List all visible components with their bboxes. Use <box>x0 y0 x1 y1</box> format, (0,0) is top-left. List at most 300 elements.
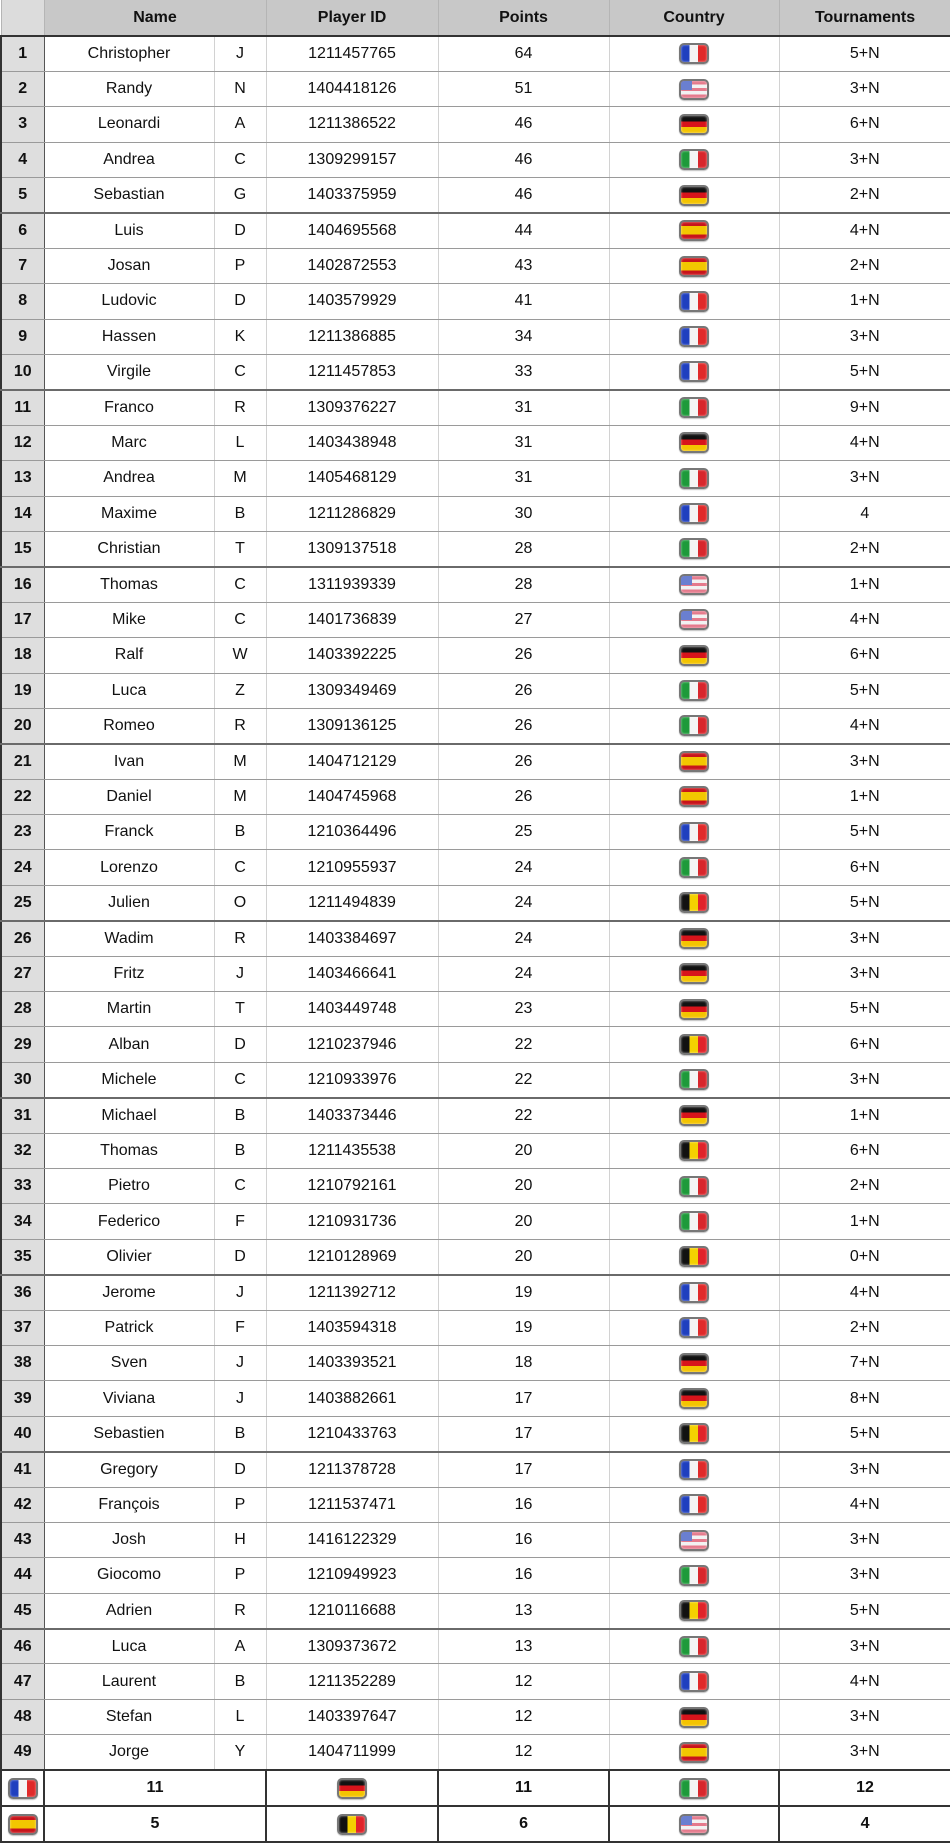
rank-cell: 8 <box>1 284 44 319</box>
summary-flag-cell <box>609 1770 779 1806</box>
table-row[interactable] <box>1 1345 950 1380</box>
rank-cell: 12 <box>1 425 44 460</box>
country-cell <box>609 178 779 213</box>
points-cell: 34 <box>438 319 609 354</box>
first-name-cell: Wadim <box>44 921 214 956</box>
table-row[interactable] <box>1 1735 950 1770</box>
initial-cell: D <box>214 1239 266 1274</box>
player-id-cell: 1405468129 <box>266 461 438 496</box>
rank-cell: 39 <box>1 1381 44 1416</box>
points-cell: 43 <box>438 248 609 283</box>
table-row[interactable] <box>1 1239 950 1274</box>
initial-cell: P <box>214 248 266 283</box>
points-cell: 23 <box>438 992 609 1027</box>
initial-cell: T <box>214 992 266 1027</box>
france-flag-icon <box>679 326 709 347</box>
first-name-cell: Luis <box>44 213 214 248</box>
first-name-cell: Franck <box>44 815 214 850</box>
initial-cell: C <box>214 567 266 602</box>
initial-cell: B <box>214 496 266 531</box>
player-id-cell: 1210116688 <box>266 1593 438 1628</box>
table-row[interactable] <box>1 850 950 885</box>
points-cell: 22 <box>438 1027 609 1062</box>
initial-cell: Y <box>214 1735 266 1770</box>
rank-cell: 35 <box>1 1239 44 1274</box>
country-cell <box>609 1416 779 1451</box>
points-cell: 20 <box>438 1133 609 1168</box>
initial-cell: F <box>214 1204 266 1239</box>
table-row[interactable] <box>1 284 950 319</box>
first-name-cell: Randy <box>44 71 214 106</box>
country-cell <box>609 1735 779 1770</box>
initial-cell: D <box>214 1452 266 1487</box>
player-id-cell: 1210955937 <box>266 850 438 885</box>
summary-flag-cell <box>266 1806 438 1842</box>
initial-cell: B <box>214 815 266 850</box>
country-cell <box>609 496 779 531</box>
rank-cell: 40 <box>1 1416 44 1451</box>
table-row[interactable] <box>1 355 950 390</box>
player-id-cell: 1309376227 <box>266 390 438 425</box>
table-row[interactable] <box>1 425 950 460</box>
rank-cell: 43 <box>1 1522 44 1557</box>
germany-flag-icon <box>679 645 709 666</box>
initial-cell: D <box>214 213 266 248</box>
country-cell <box>609 1275 779 1310</box>
initial-cell: D <box>214 1027 266 1062</box>
tournaments-cell: 2+N <box>779 531 950 566</box>
first-name-cell: Lorenzo <box>44 850 214 885</box>
first-name-cell: Maxime <box>44 496 214 531</box>
points-cell: 28 <box>438 531 609 566</box>
first-name-cell: Michele <box>44 1062 214 1097</box>
table-row[interactable] <box>1 1133 950 1168</box>
points-cell: 19 <box>438 1275 609 1310</box>
france-flag-icon <box>679 503 709 524</box>
points-cell: 16 <box>438 1522 609 1557</box>
player-id-cell: 1211378728 <box>266 1452 438 1487</box>
player-id-cell: 1404712129 <box>266 744 438 779</box>
points-cell: 24 <box>438 885 609 920</box>
initial-cell: C <box>214 1169 266 1204</box>
first-name-cell: Mike <box>44 602 214 637</box>
player-id-cell: 1401736839 <box>266 602 438 637</box>
table-row[interactable] <box>1 1098 950 1133</box>
country-cell <box>609 107 779 142</box>
table-row[interactable] <box>1 36 950 71</box>
table-row[interactable] <box>1 744 950 779</box>
header-name[interactable]: Name <box>44 0 266 36</box>
country-cell <box>609 1629 779 1664</box>
player-id-cell: 1211457765 <box>266 36 438 71</box>
tournaments-cell: 4+N <box>779 1275 950 1310</box>
table-row[interactable] <box>1 178 950 213</box>
table-row[interactable] <box>1 1487 950 1522</box>
initial-cell: R <box>214 921 266 956</box>
rank-cell: 22 <box>1 779 44 814</box>
points-cell: 44 <box>438 213 609 248</box>
summary-flag-cell <box>266 1770 438 1806</box>
first-name-cell: Michael <box>44 1098 214 1133</box>
points-cell: 64 <box>438 36 609 71</box>
table-row[interactable] <box>1 496 950 531</box>
tournaments-cell: 2+N <box>779 1169 950 1204</box>
initial-cell: J <box>214 1381 266 1416</box>
france-flag-icon <box>679 1317 709 1338</box>
player-id-cell: 1403466641 <box>266 956 438 991</box>
first-name-cell: Josan <box>44 248 214 283</box>
spain-flag-icon <box>679 256 709 277</box>
table-row[interactable] <box>1 142 950 177</box>
initial-cell: W <box>214 638 266 673</box>
table-row[interactable] <box>1 673 950 708</box>
initial-cell: R <box>214 1593 266 1628</box>
france-flag-icon <box>679 1459 709 1480</box>
first-name-cell: Luca <box>44 673 214 708</box>
points-cell: 22 <box>438 1062 609 1097</box>
table-row[interactable] <box>1 1452 950 1487</box>
belgium-flag-icon <box>679 1246 709 1267</box>
points-cell: 20 <box>438 1204 609 1239</box>
players-body <box>1 36 950 1770</box>
rank-cell: 21 <box>1 744 44 779</box>
germany-flag-icon <box>679 185 709 206</box>
rank-cell: 24 <box>1 850 44 885</box>
rank-cell: 15 <box>1 531 44 566</box>
initial-cell: B <box>214 1098 266 1133</box>
first-name-cell: Martin <box>44 992 214 1027</box>
table-row[interactable] <box>1 1169 950 1204</box>
tournaments-cell: 5+N <box>779 815 950 850</box>
first-name-cell: Patrick <box>44 1310 214 1345</box>
points-cell: 41 <box>438 284 609 319</box>
player-id-cell: 1403392225 <box>266 638 438 673</box>
table-row[interactable] <box>1 1416 950 1451</box>
table-row[interactable] <box>1 885 950 920</box>
initial-cell: J <box>214 36 266 71</box>
initial-cell: P <box>214 1558 266 1593</box>
player-id-cell: 1403882661 <box>266 1381 438 1416</box>
rank-cell: 29 <box>1 1027 44 1062</box>
table-row[interactable] <box>1 461 950 496</box>
first-name-cell: François <box>44 1487 214 1522</box>
table-row[interactable] <box>1 921 950 956</box>
country-cell <box>609 921 779 956</box>
points-cell: 26 <box>438 638 609 673</box>
initial-cell: A <box>214 107 266 142</box>
rank-cell: 28 <box>1 992 44 1027</box>
country-cell <box>609 1558 779 1593</box>
table-row[interactable] <box>1 1664 950 1699</box>
italy-flag-icon <box>679 397 709 418</box>
points-cell: 26 <box>438 744 609 779</box>
initial-cell: C <box>214 1062 266 1097</box>
country-cell <box>609 1522 779 1557</box>
country-cell <box>609 779 779 814</box>
points-cell: 20 <box>438 1169 609 1204</box>
points-cell: 46 <box>438 178 609 213</box>
rank-cell: 10 <box>1 355 44 390</box>
player-id-cell: 1210931736 <box>266 1204 438 1239</box>
rank-cell: 7 <box>1 248 44 283</box>
table-row[interactable] <box>1 248 950 283</box>
tournaments-cell: 5+N <box>779 1416 950 1451</box>
italy-flag-icon <box>679 1069 709 1090</box>
points-cell: 12 <box>438 1735 609 1770</box>
table-row[interactable] <box>1 708 950 743</box>
points-cell: 22 <box>438 1098 609 1133</box>
points-cell: 16 <box>438 1558 609 1593</box>
table-row[interactable] <box>1 71 950 106</box>
first-name-cell: Marc <box>44 425 214 460</box>
tournaments-cell: 3+N <box>779 142 950 177</box>
tournaments-cell: 4+N <box>779 213 950 248</box>
country-cell <box>609 1062 779 1097</box>
header-tournaments[interactable]: Tournaments <box>779 0 950 36</box>
italy-flag-icon <box>679 1636 709 1657</box>
player-id-cell: 1211457853 <box>266 355 438 390</box>
table-row[interactable] <box>1 107 950 142</box>
points-cell: 18 <box>438 1345 609 1380</box>
country-cell <box>609 602 779 637</box>
country-cell <box>609 390 779 425</box>
table-row[interactable] <box>1 638 950 673</box>
first-name-cell: Fritz <box>44 956 214 991</box>
table-row[interactable] <box>1 1629 950 1664</box>
table-row[interactable] <box>1 319 950 354</box>
germany-flag-icon <box>679 963 709 984</box>
country-cell <box>609 319 779 354</box>
country-cell <box>609 815 779 850</box>
belgium-flag-icon <box>337 1814 367 1835</box>
first-name-cell: Franco <box>44 390 214 425</box>
header-points[interactable]: Points <box>438 0 609 36</box>
summary-row <box>1 1806 950 1842</box>
country-cell <box>609 1345 779 1380</box>
initial-cell: D <box>214 284 266 319</box>
summary-flag-cell <box>1 1806 44 1842</box>
initial-cell: C <box>214 850 266 885</box>
initial-cell: C <box>214 602 266 637</box>
tournaments-cell: 3+N <box>779 1629 950 1664</box>
initial-cell: B <box>214 1416 266 1451</box>
player-id-cell: 1210949923 <box>266 1558 438 1593</box>
points-cell: 24 <box>438 921 609 956</box>
table-row[interactable] <box>1 1522 950 1557</box>
country-cell <box>609 213 779 248</box>
tournaments-cell: 3+N <box>779 921 950 956</box>
rank-cell: 37 <box>1 1310 44 1345</box>
germany-flag-icon <box>679 1105 709 1126</box>
table-row[interactable] <box>1 1027 950 1062</box>
rank-cell: 38 <box>1 1345 44 1380</box>
table-row[interactable] <box>1 956 950 991</box>
first-name-cell: Christian <box>44 531 214 566</box>
player-id-cell: 1403579929 <box>266 284 438 319</box>
table-row[interactable] <box>1 531 950 566</box>
table-row[interactable] <box>1 1381 950 1416</box>
table-row[interactable] <box>1 1558 950 1593</box>
first-name-cell: Sebastien <box>44 1416 214 1451</box>
rank-cell: 9 <box>1 319 44 354</box>
first-name-cell: Romeo <box>44 708 214 743</box>
summary-count: 11 <box>438 1770 609 1806</box>
rank-cell: 5 <box>1 178 44 213</box>
rank-cell: 47 <box>1 1664 44 1699</box>
country-cell <box>609 1381 779 1416</box>
table-row[interactable] <box>1 815 950 850</box>
rank-cell: 11 <box>1 390 44 425</box>
summary-row <box>1 1770 950 1806</box>
header-player-id[interactable]: Player ID <box>266 0 438 36</box>
germany-flag-icon <box>679 999 709 1020</box>
initial-cell: M <box>214 779 266 814</box>
table-row[interactable] <box>1 1699 950 1734</box>
rank-cell: 36 <box>1 1275 44 1310</box>
initial-cell: A <box>214 1629 266 1664</box>
points-cell: 46 <box>438 107 609 142</box>
initial-cell: J <box>214 1275 266 1310</box>
rank-cell: 23 <box>1 815 44 850</box>
belgium-flag-icon <box>679 1600 709 1621</box>
italy-flag-icon <box>679 468 709 489</box>
table-row[interactable] <box>1 213 950 248</box>
usa-flag-icon <box>679 1814 709 1835</box>
table-row[interactable] <box>1 390 950 425</box>
points-cell: 17 <box>438 1452 609 1487</box>
country-cell <box>609 1098 779 1133</box>
tournaments-cell: 6+N <box>779 1027 950 1062</box>
country-cell <box>609 1310 779 1345</box>
initial-cell: B <box>214 1133 266 1168</box>
first-name-cell: Stefan <box>44 1699 214 1734</box>
italy-flag-icon <box>679 1211 709 1232</box>
table-row[interactable] <box>1 779 950 814</box>
table-row[interactable] <box>1 1204 950 1239</box>
rank-cell: 13 <box>1 461 44 496</box>
tournaments-cell: 3+N <box>779 956 950 991</box>
country-cell <box>609 248 779 283</box>
player-id-cell: 1210792161 <box>266 1169 438 1204</box>
table-row[interactable] <box>1 1275 950 1310</box>
rank-cell: 48 <box>1 1699 44 1734</box>
italy-flag-icon <box>679 538 709 559</box>
usa-flag-icon <box>679 574 709 595</box>
player-id-cell: 1309373672 <box>266 1629 438 1664</box>
header-country[interactable]: Country <box>609 0 779 36</box>
rank-cell: 20 <box>1 708 44 743</box>
player-id-cell: 1210237946 <box>266 1027 438 1062</box>
tournaments-cell: 6+N <box>779 107 950 142</box>
first-name-cell: Adrien <box>44 1593 214 1628</box>
table-row[interactable] <box>1 1593 950 1628</box>
spain-flag-icon <box>8 1814 38 1835</box>
summary-flag-cell <box>609 1806 779 1842</box>
first-name-cell: Gregory <box>44 1452 214 1487</box>
summary-count: 5 <box>44 1806 266 1842</box>
tournaments-cell: 5+N <box>779 673 950 708</box>
rank-cell: 41 <box>1 1452 44 1487</box>
tournaments-cell: 1+N <box>779 779 950 814</box>
player-id-cell: 1403594318 <box>266 1310 438 1345</box>
france-flag-icon <box>8 1778 38 1799</box>
player-id-cell: 1404695568 <box>266 213 438 248</box>
belgium-flag-icon <box>679 1034 709 1055</box>
france-flag-icon <box>679 822 709 843</box>
tournaments-cell: 5+N <box>779 992 950 1027</box>
tournaments-cell: 8+N <box>779 1381 950 1416</box>
country-summary <box>1 1770 950 1842</box>
belgium-flag-icon <box>679 892 709 913</box>
initial-cell: L <box>214 1699 266 1734</box>
tournaments-cell: 3+N <box>779 461 950 496</box>
tournaments-cell: 3+N <box>779 744 950 779</box>
rank-cell: 4 <box>1 142 44 177</box>
first-name-cell: Pietro <box>44 1169 214 1204</box>
tournaments-cell: 0+N <box>779 1239 950 1274</box>
player-id-cell: 1403438948 <box>266 425 438 460</box>
tournaments-cell: 4+N <box>779 1487 950 1522</box>
first-name-cell: Daniel <box>44 779 214 814</box>
table-row[interactable] <box>1 992 950 1027</box>
france-flag-icon <box>679 1282 709 1303</box>
rank-cell: 6 <box>1 213 44 248</box>
italy-flag-icon <box>679 149 709 170</box>
spain-flag-icon <box>679 751 709 772</box>
table-row[interactable] <box>1 1062 950 1097</box>
player-id-cell: 1309349469 <box>266 673 438 708</box>
player-id-cell: 1403393521 <box>266 1345 438 1380</box>
player-id-cell: 1404418126 <box>266 71 438 106</box>
summary-count: 12 <box>779 1770 950 1806</box>
country-cell <box>609 1452 779 1487</box>
initial-cell: N <box>214 71 266 106</box>
table-row[interactable] <box>1 602 950 637</box>
first-name-cell: Hassen <box>44 319 214 354</box>
rank-cell: 46 <box>1 1629 44 1664</box>
points-cell: 31 <box>438 390 609 425</box>
first-name-cell: Federico <box>44 1204 214 1239</box>
spain-flag-icon <box>679 1742 709 1763</box>
player-id-cell: 1403397647 <box>266 1699 438 1734</box>
player-id-cell: 1416122329 <box>266 1522 438 1557</box>
tournaments-cell: 5+N <box>779 1593 950 1628</box>
tournaments-cell: 2+N <box>779 1310 950 1345</box>
tournaments-cell: 4+N <box>779 602 950 637</box>
table-row[interactable] <box>1 567 950 602</box>
first-name-cell: Andrea <box>44 142 214 177</box>
first-name-cell: Luca <box>44 1629 214 1664</box>
tournaments-cell: 3+N <box>779 1735 950 1770</box>
country-cell <box>609 355 779 390</box>
tournaments-cell: 1+N <box>779 284 950 319</box>
country-cell <box>609 1593 779 1628</box>
rank-cell: 45 <box>1 1593 44 1628</box>
table-row[interactable] <box>1 1310 950 1345</box>
country-cell <box>609 1133 779 1168</box>
france-flag-icon <box>679 43 709 64</box>
rank-cell: 33 <box>1 1169 44 1204</box>
summary-count: 6 <box>438 1806 609 1842</box>
player-id-cell: 1309136125 <box>266 708 438 743</box>
points-cell: 46 <box>438 142 609 177</box>
italy-flag-icon <box>679 1176 709 1197</box>
usa-flag-icon <box>679 1530 709 1551</box>
points-cell: 27 <box>438 602 609 637</box>
country-cell <box>609 531 779 566</box>
france-flag-icon <box>679 291 709 312</box>
initial-cell: Z <box>214 673 266 708</box>
